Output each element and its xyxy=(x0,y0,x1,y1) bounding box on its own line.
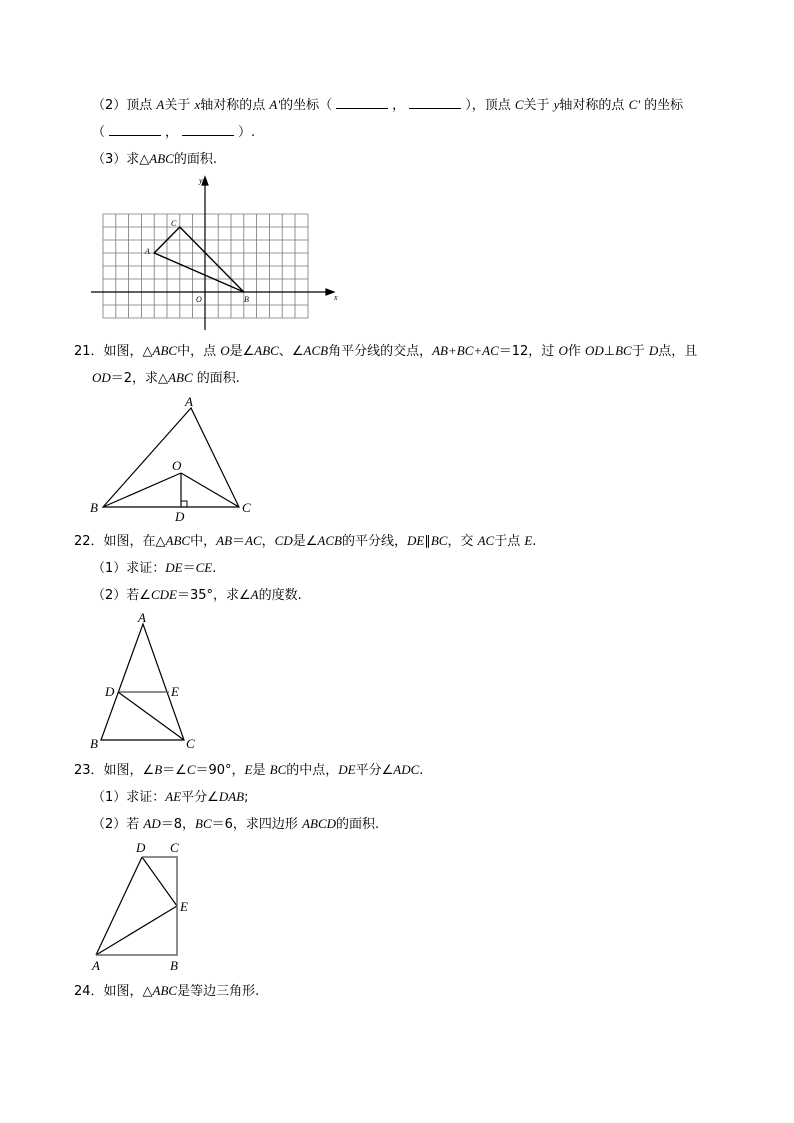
var: ABC xyxy=(149,151,174,166)
vertex-label-a: A xyxy=(138,610,146,625)
text: 轴对称的点 xyxy=(559,98,629,113)
var: A xyxy=(250,587,259,602)
text: ＝8， xyxy=(160,817,196,832)
text: 作 xyxy=(567,344,585,359)
var: ABC xyxy=(152,343,178,358)
vertex-label-c: C xyxy=(186,736,195,751)
point-label-e: E xyxy=(180,899,188,914)
var: C xyxy=(514,97,524,112)
text: 是∠ xyxy=(229,344,255,359)
point-label-d: D xyxy=(105,684,115,699)
text: 是∠ xyxy=(292,534,318,549)
text: （3）求△ xyxy=(92,152,150,167)
text: 是等边三角形. xyxy=(177,984,260,999)
q24-line1 xyxy=(74,982,259,1001)
var: ACB xyxy=(303,343,329,358)
vertex-label-a: A xyxy=(185,394,193,409)
text: ; xyxy=(244,790,249,805)
question-number: 22． xyxy=(74,534,104,549)
point-label-c: C xyxy=(171,219,177,228)
text: . xyxy=(532,534,537,549)
text: （1）求证： xyxy=(92,790,166,805)
var: BC xyxy=(430,533,448,548)
var: A xyxy=(156,97,165,112)
var: OD xyxy=(92,370,111,385)
text: 如图，在△ xyxy=(103,534,166,549)
text: 的面积. xyxy=(173,152,217,167)
var: OD xyxy=(584,343,604,358)
text: ＝12，过 xyxy=(498,344,559,359)
var: BC xyxy=(269,762,287,777)
text: ⊥ xyxy=(603,344,616,359)
text: 关于 xyxy=(164,98,195,113)
vertex-label-b: B xyxy=(170,958,178,973)
text: 平分∠ xyxy=(181,790,219,805)
x-axis-label: x xyxy=(334,293,338,302)
text: （1）求证： xyxy=(92,561,166,576)
var: ADC xyxy=(393,762,420,777)
var: E xyxy=(524,533,533,548)
var: BC xyxy=(195,816,212,831)
var: AE xyxy=(165,789,182,804)
text: ＝6，求四边形 xyxy=(211,817,303,832)
var: DE xyxy=(406,533,425,548)
text: （ xyxy=(92,125,106,140)
var: ABC xyxy=(165,533,191,548)
text: 中，点 xyxy=(177,344,221,359)
text: 的面积. xyxy=(336,817,380,832)
text: ， xyxy=(261,534,275,549)
vertex-label-a: A xyxy=(92,958,100,973)
text: 于 xyxy=(631,344,649,359)
text: ＝2，求△ xyxy=(110,371,169,386)
var: CDE xyxy=(150,587,177,602)
question-number: 21． xyxy=(74,344,104,359)
text: 如图，∠ xyxy=(103,763,155,778)
var: AB+BC+AC xyxy=(432,343,499,358)
text: ＝ xyxy=(182,561,196,576)
point-label-o: O xyxy=(172,458,182,473)
y-axis-label: y xyxy=(199,176,203,185)
var: AB xyxy=(216,533,233,548)
var: C' xyxy=(628,97,641,112)
text: ＝∠ xyxy=(162,763,187,778)
point-label-b: B xyxy=(244,295,249,304)
var: ABC xyxy=(254,343,279,358)
point-label-a: A xyxy=(145,247,150,256)
text: 、∠ xyxy=(278,344,304,359)
text: 平分∠ xyxy=(355,763,394,778)
var: AC xyxy=(477,533,495,548)
var: AD xyxy=(143,816,161,831)
text: ＝ xyxy=(232,534,246,549)
vertex-label-c: C xyxy=(170,840,179,855)
text: ＝90°， xyxy=(195,763,245,778)
text: （2）若∠ xyxy=(92,588,151,603)
origin-label: O xyxy=(196,295,202,304)
text: 的度数. xyxy=(258,588,302,603)
var: ABC xyxy=(168,370,193,385)
text: 的面积. xyxy=(192,371,240,386)
vertex-label-c: C xyxy=(242,500,251,515)
text: 轴对称的点 xyxy=(200,98,270,113)
vertex-label-d: D xyxy=(136,840,146,855)
var: y xyxy=(553,97,560,112)
var: DE xyxy=(165,560,183,575)
text: 如图，△ xyxy=(103,344,153,359)
text: （2）若 xyxy=(92,817,144,832)
var: DAB xyxy=(218,789,245,804)
vertex-label-b: B xyxy=(90,500,98,515)
text: 点，且 xyxy=(658,344,698,359)
text: 的中点， xyxy=(286,763,339,778)
var: O xyxy=(558,343,568,358)
vertex-label-b: B xyxy=(90,736,98,751)
var: ACB xyxy=(317,533,342,548)
point-label-d: D xyxy=(175,509,185,524)
var: BC xyxy=(615,343,632,358)
text: 的坐标（ xyxy=(280,98,333,113)
question-number: 24． xyxy=(74,984,104,999)
text: 中， xyxy=(190,534,217,549)
var: DE xyxy=(338,762,356,777)
text: （2）顶点 xyxy=(92,98,157,113)
question-number: 23． xyxy=(74,763,104,778)
text: 的平分线， xyxy=(341,534,407,549)
var: B xyxy=(154,762,163,777)
text: ＝35°，求∠ xyxy=(176,588,251,603)
var: O xyxy=(220,343,230,358)
text: . xyxy=(419,763,424,778)
var: ABCD xyxy=(302,816,337,831)
text: 关于 xyxy=(523,98,554,113)
text: ，交 xyxy=(447,534,478,549)
text: ），顶点 xyxy=(465,98,515,113)
text: 的坐标 xyxy=(640,98,684,113)
text: ∥ xyxy=(424,534,431,549)
text: 角平分线的交点， xyxy=(328,344,433,359)
point-label-e: E xyxy=(171,684,179,699)
var: x xyxy=(194,97,201,112)
text: ， xyxy=(392,98,406,113)
text: ）. xyxy=(238,125,256,140)
var: A' xyxy=(269,97,281,112)
var: ABC xyxy=(152,983,178,998)
var: E xyxy=(244,762,253,777)
text: 是 xyxy=(252,763,270,778)
var: AC xyxy=(245,533,262,548)
text: 如图，△ xyxy=(103,984,153,999)
var: CD xyxy=(274,533,293,548)
text: 于点 xyxy=(494,534,525,549)
var: CE xyxy=(195,560,213,575)
var: C xyxy=(186,762,196,777)
text: . xyxy=(212,561,217,576)
text: ， xyxy=(165,125,179,140)
var: D xyxy=(648,343,659,358)
